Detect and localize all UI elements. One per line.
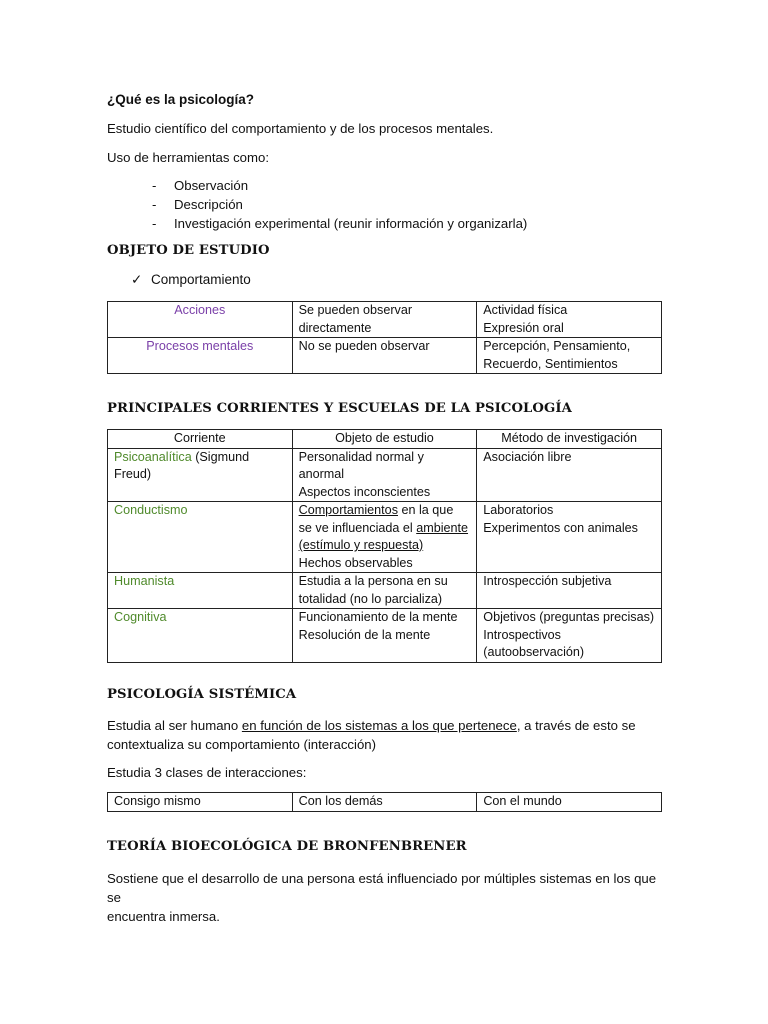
table-cell: Consigo mismo [108, 793, 293, 812]
objeto-table [107, 301, 662, 374]
corrientes-table [107, 429, 662, 663]
interacciones-table [107, 792, 662, 812]
interacciones-intro: Estudia 3 clases de interacciones: [107, 765, 307, 780]
table-cell: Percepción, Pensamiento, Recuerdo, Sentimientos [477, 338, 662, 374]
column-header: Método de investigación [477, 430, 662, 449]
dash-bullet: - [152, 178, 157, 193]
table-cell: Comportamientos en la que se ve influenciada el ambiente (estímulo y respuesta) Hechos observables [292, 502, 477, 573]
table-cell: Funcionamiento de la mente Resolución de la mente [292, 609, 477, 663]
table-cell: Cognitiva [108, 609, 293, 663]
corrientes-heading: PRINCIPALES CORRIENTES Y ESCUELAS DE LA PSICOLOGÍA [107, 401, 572, 416]
table-row [108, 448, 662, 502]
table-row [108, 302, 662, 338]
dash-bullet: - [152, 197, 157, 212]
table-cell: Humanista [108, 573, 293, 609]
bronfenbrener-paragraph: Sostiene que el desarrollo de una persona está influenciado por múltiples sistemas en los que se encuentra inmersa. [107, 871, 657, 924]
table-row [108, 793, 662, 812]
table-cell: Psicoanalítica (Sigmund Freud) [108, 448, 293, 502]
table-header-row [108, 430, 662, 449]
objeto-heading: OBJETO DE ESTUDIO [107, 243, 270, 258]
table-cell: Con los demás [292, 793, 477, 812]
column-header: Objeto de estudio [292, 430, 477, 449]
table-row [108, 573, 662, 609]
sistemica-paragraph: Estudia al ser humano en función de los sistemas a los que pertenece, a través de esto se contextualiza su comportamiento (interacción) [107, 718, 636, 752]
definition-text: Estudio científico del comportamiento y de los procesos mentales. [107, 121, 494, 136]
table-cell: Procesos mentales [108, 338, 293, 374]
table-cell: Objetivos (preguntas precisas) Introspectivos (autoobservación) [477, 609, 662, 663]
table-cell: Con el mundo [477, 793, 662, 812]
table-row [108, 338, 662, 374]
table-cell: Asociación libre [477, 448, 662, 502]
table-row [108, 609, 662, 663]
table-cell: No se pueden observar [292, 338, 477, 374]
checkmark-icon: ✓ [131, 272, 143, 287]
table-cell: Laboratorios Experimentos con animales [477, 502, 662, 573]
tools-intro-text: Uso de herramientas como: [107, 150, 269, 165]
table-cell: Conductismo [108, 502, 293, 573]
table-cell: Personalidad normal y anormal Aspectos inconscientes [292, 448, 477, 502]
sistemica-heading: PSICOLOGÍA SISTÉMICA [107, 687, 297, 702]
table-cell: Estudia a la persona en su totalidad (no lo parcializa) [292, 573, 477, 609]
page-title: ¿Qué es la psicología? [107, 92, 255, 107]
table-cell: Acciones [108, 302, 293, 338]
check-item: ✓ Comportamiento [131, 272, 251, 287]
column-header: Corriente [108, 430, 293, 449]
bronfenbrener-heading: TEORÍA BIOECOLÓGICA DE BRONFENBRENER [107, 839, 467, 854]
table-row [108, 502, 662, 573]
table-cell: Actividad física Expresión oral [477, 302, 662, 338]
table-cell: Introspección subjetiva [477, 573, 662, 609]
table-cell: Se pueden observar directamente [292, 302, 477, 338]
dash-bullet: - [152, 216, 157, 231]
